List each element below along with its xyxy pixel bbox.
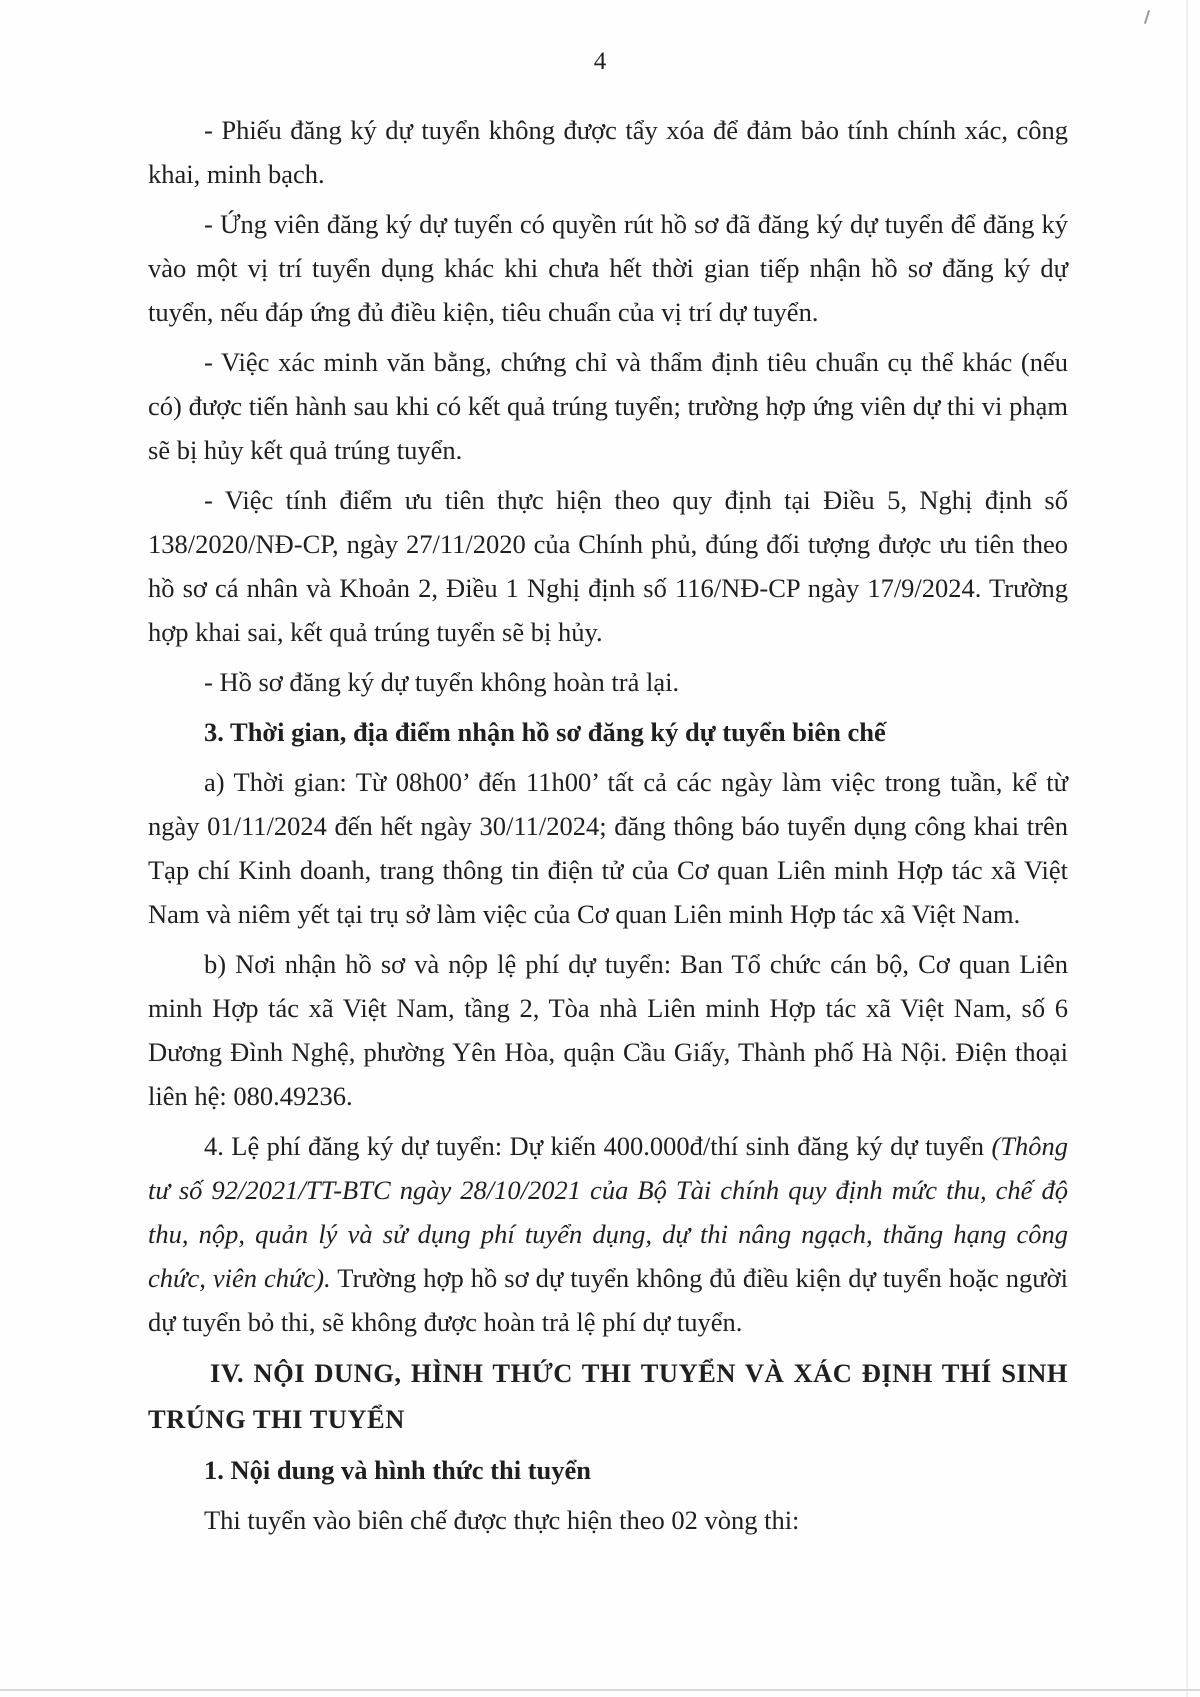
paragraph-priority-points: - Việc tính điểm ưu tiên thực hiện theo quy định tại Điều 5, Nghị định số 138/2020/NĐ-CP, ngày 27/11/2020 của Chính phủ, đúng đối tượng được ưu tiên theo hồ sơ cá nhân và Khoản 2, Điều 1 Nghị định số 116/NĐ-CP ngày 17/9/2024. Trường hợp khai sai, kết quả trúng tuyển sẽ bị hủy. xyxy=(148,485,1068,647)
page-number: 4 xyxy=(593,48,607,75)
paragraph-registration-form: - Phiếu đăng ký dự tuyển không được tẩy xóa để đảm bảo tính chính xác, công khai, minh bạch. xyxy=(148,115,1068,189)
section-4-lead: 4. Lệ phí đăng ký dự tuyển: Dự kiến 400.000đ/thí sinh đăng ký dự tuyển xyxy=(204,1131,984,1161)
paragraph-withdraw-application: - Ứng viên đăng ký dự tuyển có quyền rút hồ sơ đã đăng ký dự tuyển để đăng ký vào một vị trí tuyển dụng khác khi chưa hết thời gian tiếp nhận hồ sơ đăng ký dự tuyển, nếu đáp ứng đủ điều kiện, tiêu chuẩn của vị trí dự tuyển. xyxy=(148,209,1068,327)
section-4-citation: (Thông tư số 92/2021/TT-BTC ngày 28/10/2021 của Bộ Tài chính quy định mức thu, chế độ thu, nộp, quản lý và sử dụng phí tuyển dụng, dự thi nâng ngạch, thăng hạng công chức, viên chức). xyxy=(148,1131,1069,1293)
section-3-item-b: b) Nơi nhận hồ sơ và nộp lệ phí dự tuyển: Ban Tổ chức cán bộ, Cơ quan Liên minh Hợp tác xã Việt Nam, tầng 2, Tòa nhà Liên minh Hợp tác xã Việt Nam, số 6 Dương Đình Nghệ, phường Yên Hòa, quận Cầu Giấy, Thành phố Hà Nội. Điện thoại liên hệ: 080.49236. xyxy=(148,949,1068,1111)
paragraph-no-return: - Hồ sơ đăng ký dự tuyển không hoàn trả lại. xyxy=(204,667,680,697)
section-3-heading: 3. Thời gian, địa điểm nhận hồ sơ đăng ký dự tuyển biên chế xyxy=(204,717,886,747)
section-iv-text: Thi tuyển vào biên chế được thực hiện theo 02 vòng thi: xyxy=(204,1505,800,1535)
section-3-item-a: a) Thời gian: Từ 08h00’ đến 11h00’ tất cả các ngày làm việc trong tuần, kể từ ngày 01/11/2024 đến hết ngày 30/11/2024; đăng thông báo tuyển dụng công khai trên Tạp chí Kinh doanh, trang thông tin điện tử của Cơ quan Liên minh Hợp tác xã Việt Nam và niêm yết tại trụ sở làm việc của Cơ quan Liên minh Hợp tác xã Việt Nam. xyxy=(148,767,1068,929)
paragraph-verification: - Việc xác minh văn bằng, chứng chỉ và thẩm định tiêu chuẩn cụ thể khác (nếu có) được tiến hành sau khi có kết quả trúng tuyển; trường hợp ứng viên dự thi vi phạm sẽ bị hủy kết quả trúng tuyển. xyxy=(148,347,1068,465)
scan-bottom-edge xyxy=(0,1689,1200,1691)
section-4-tail: Trường hợp hồ sơ dự tuyển không đủ điều kiện dự tuyển hoặc người dự tuyển bỏ thi, sẽ không được hoàn trả lệ phí dự tuyển. xyxy=(148,1263,1068,1337)
page-edge xyxy=(1186,0,1188,1697)
scan-artifact xyxy=(1144,10,1150,24)
section-iv-heading: IV. NỘI DUNG, HÌNH THỨC THI TUYỂN VÀ XÁC ĐỊNH THÍ SINH TRÚNG THI TUYỂN xyxy=(148,1358,1068,1434)
section-iv-subheading: 1. Nội dung và hình thức thi tuyển xyxy=(204,1455,592,1485)
section-4-paragraph xyxy=(148,1124,1068,1344)
document-body xyxy=(148,108,1068,1548)
